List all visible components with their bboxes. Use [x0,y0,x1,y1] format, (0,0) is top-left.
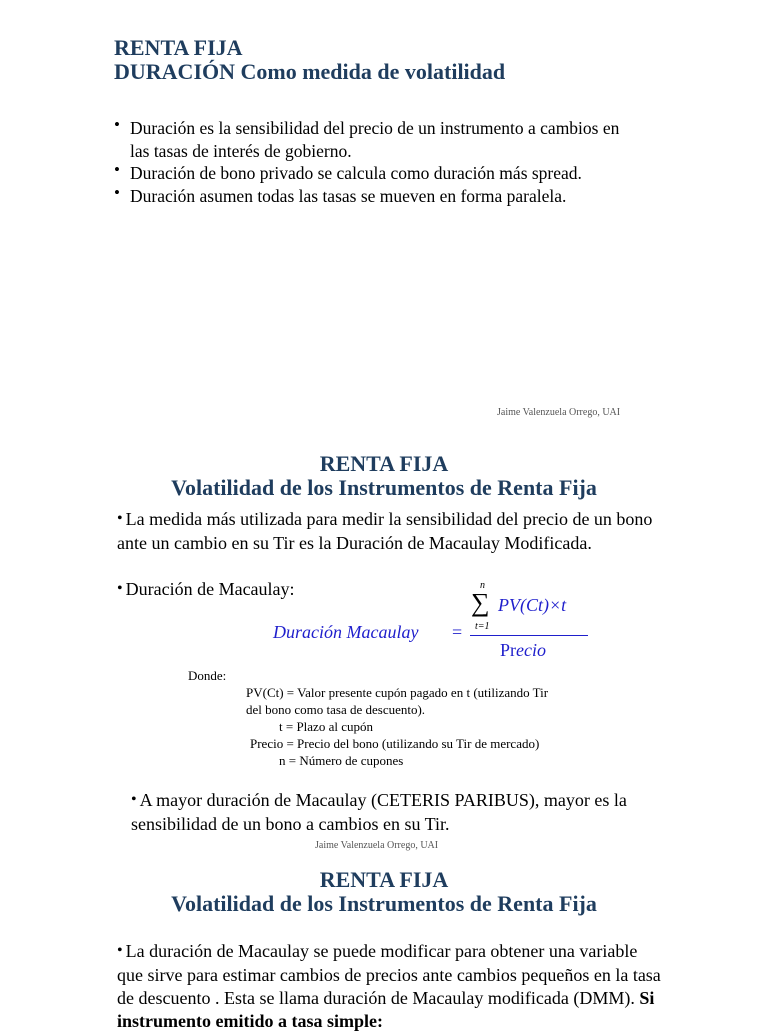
formula-equals: = [452,622,463,642]
donde-label: Donde: [188,668,227,683]
slide1-title-line1: RENTA FIJA [114,35,243,60]
slide2-title-line1: RENTA FIJA [319,451,449,476]
sum-upper-limit: n [480,580,485,591]
definition-n: n = Número de cupones [279,753,404,768]
slide2-intro: • La medida más utilizada para medir la sensibilidad del precio de un bono ante un cambio en su Tir es la Duración de Macaulay Modificada. [117,509,653,553]
bullet-icon: • [114,160,120,179]
slide2-conclusion: • A mayor duración de Macaulay (CETERIS PARIBUS), mayor es la sensibilidad de un bono a cambios en su Tir. [131,790,627,834]
slide3-body: • La duración de Macaulay se puede modificar para obtener una variable que sirve para estimar cambios de precios ante cambios pequeños en la tasa de descuento . Esta se llama duración de Macaulay modificada (DMM). Si instrumento emitido a tasa simple: [117,941,661,1031]
slide1-title-line2: DURACIÓN Como medida de volatilidad [114,59,506,84]
formula-lhs: Duración Macaulay [273,622,419,642]
slide1-bullet: • Duración es la sensibilidad del precio de un instrumento a cambios en las tasas de interés de gobierno. [114,115,620,161]
formula-numerator: PV(Ct)×t [498,595,567,615]
definition-pv-cont: del bono como tasa de descuento). [246,702,426,717]
sigma-icon: ∑ [471,588,490,617]
bullet-icon: • [117,510,123,527]
slide3-body-bold: Si instrumento emitido a tasa simple: [117,988,655,1031]
bullet-icon: • [131,791,137,808]
bullet-icon: • [114,182,120,202]
slide3-title-line2: Volatilidad de los Instrumentos de Renta Fija [171,891,597,916]
slide1-footer: Jaime Valenzuela Orrego, UAI [497,407,621,418]
bullet-icon: • [117,580,123,597]
bullet-icon: • [114,115,120,134]
slide1-bullet-list [114,117,634,207]
slide1-bullet: • Duración asumen todas las tasas se mueven en forma paralela. [114,182,567,206]
bullet-icon: • [117,942,123,959]
slide2-footer: Jaime Valenzuela Orrego, UAI [315,840,439,851]
slide3-title-line1: RENTA FIJA [319,867,449,892]
sum-lower-limit: t=1 [475,621,490,632]
definition-precio: Precio = Precio del bono (utilizando su Tir de mercado) [250,736,540,751]
definition-pv: PV(Ct) = Valor presente cupón pagado en t (utilizando Tir [246,685,549,700]
fraction-bar [470,635,588,636]
slide2-title-line2: Volatilidad de los Instrumentos de Renta Fija [171,475,597,500]
slide2-formula-label: • Duración de Macaulay: [117,579,295,599]
formula-denominator: Precio [500,640,546,660]
slide1-bullet: • Duración de bono privado se calcula como duración más spread. [114,160,582,183]
definition-t: t = Plazo al cupón [279,719,373,734]
